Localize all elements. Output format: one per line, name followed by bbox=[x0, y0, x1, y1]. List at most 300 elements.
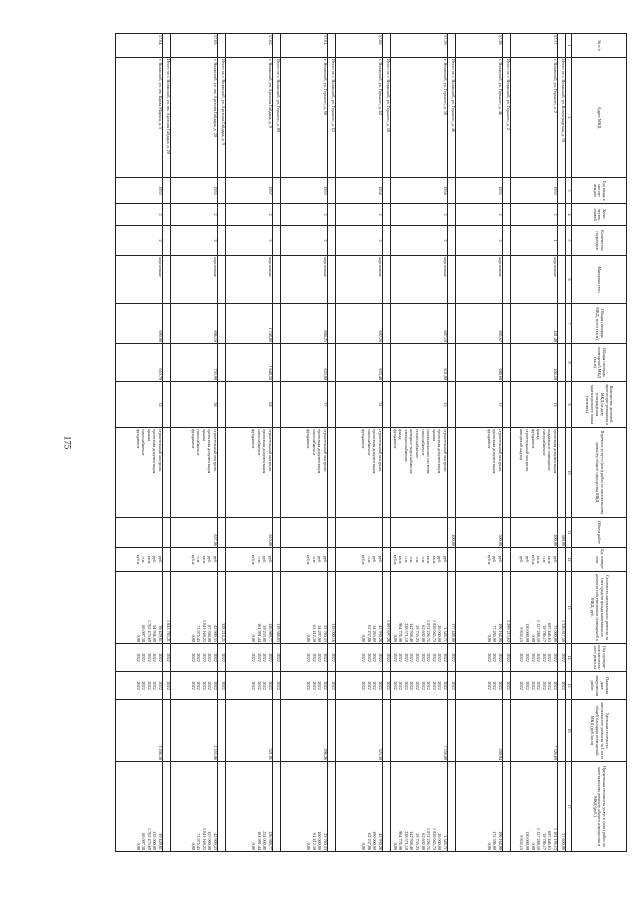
total-empty bbox=[273, 700, 281, 762]
unit-list-line: кв.м bbox=[426, 555, 432, 564]
total-area: 687,10 bbox=[391, 304, 448, 344]
work-list-line: газоснабжение bbox=[366, 429, 372, 456]
total-empty bbox=[273, 548, 281, 572]
limit-list-line: 39 786,17 bbox=[541, 833, 547, 850]
unit-cost: 550,04 bbox=[456, 700, 503, 762]
limit-list-line: 135 000,00 bbox=[152, 831, 158, 850]
total-date: 2022 bbox=[328, 672, 336, 700]
limit-list-line: 1 762 475,69 bbox=[146, 828, 152, 850]
residents: 33 bbox=[391, 382, 448, 428]
cost-list-line: 126 989,77 bbox=[268, 623, 274, 642]
unit-list-line: руб. bbox=[268, 555, 274, 564]
row-number: 57.61. bbox=[281, 34, 328, 58]
commission-year: 1953 bbox=[171, 178, 218, 204]
limit-list-line: 224 000,00 bbox=[262, 831, 268, 850]
cost-list-line: 87 394,00 bbox=[207, 625, 213, 642]
column-header: Количество подъездов bbox=[572, 226, 627, 256]
premises-area: 404,50 bbox=[511, 344, 558, 382]
date-list-line: 2022 bbox=[262, 681, 268, 690]
cost-list-line: 228 571,19 bbox=[403, 623, 409, 642]
premises-area: 623,00 bbox=[281, 344, 328, 382]
floors: 2 bbox=[171, 204, 218, 226]
unit-cost: 323,38 bbox=[336, 700, 383, 762]
premises-area: 732,90 bbox=[171, 344, 218, 382]
work-list-line: проектная документация bbox=[152, 429, 158, 474]
unit-list-line: п.м bbox=[366, 556, 372, 563]
date-list-line: 2022 bbox=[268, 681, 274, 690]
total-row bbox=[273, 34, 281, 852]
work-list-line: газоснабжение bbox=[256, 429, 262, 456]
total-empty bbox=[328, 256, 336, 304]
date-list bbox=[281, 672, 328, 700]
total-row bbox=[163, 34, 171, 852]
floors: 2 bbox=[281, 204, 328, 226]
work-list-line: фундамент bbox=[530, 429, 536, 449]
unit-list-line: п.м bbox=[311, 556, 317, 563]
year-list-line: 2022 bbox=[366, 653, 372, 662]
date-list-line: 2022 bbox=[213, 681, 219, 690]
year-list-line: 2022 bbox=[146, 653, 152, 662]
total-area: 806,10 bbox=[171, 304, 218, 344]
limit-list-line: 126 989,77 bbox=[268, 831, 274, 850]
total-empty bbox=[503, 344, 511, 382]
entrances: 1 bbox=[511, 226, 558, 256]
work-list bbox=[281, 428, 328, 518]
total-empty bbox=[273, 428, 281, 518]
total-empty bbox=[273, 256, 281, 304]
unit-list-line: руб. bbox=[323, 555, 329, 564]
limit-list bbox=[171, 762, 218, 852]
cost-list-line: 0,00 bbox=[361, 634, 367, 642]
residents: 36 bbox=[171, 382, 218, 428]
unit-list-line: руб. bbox=[492, 555, 498, 564]
year-list-line: 2022 bbox=[190, 653, 196, 662]
date-list-line: 2022 bbox=[372, 681, 378, 690]
limit-list bbox=[226, 762, 273, 852]
total-empty bbox=[558, 204, 566, 226]
year-list-line: 2022 bbox=[426, 653, 432, 662]
total-area: 441,40 bbox=[511, 304, 558, 344]
year-list-line: 2022 bbox=[152, 653, 158, 662]
year-list bbox=[226, 644, 273, 672]
column-number: 4 bbox=[566, 204, 572, 226]
column-header: Год ввода в эксплу-атацию bbox=[572, 178, 627, 204]
year-list-line: 2022 bbox=[486, 653, 492, 662]
unit-list bbox=[391, 548, 448, 572]
total-empty bbox=[218, 428, 226, 518]
date-list-line: 2022 bbox=[426, 681, 432, 690]
work-list bbox=[336, 428, 383, 518]
column-header: Объем работ bbox=[572, 518, 627, 548]
total-empty bbox=[558, 428, 566, 518]
work-volume bbox=[116, 518, 163, 548]
cost-list-line: 0,00 bbox=[135, 634, 141, 642]
date-list bbox=[226, 672, 273, 700]
limit-list-line: 26 000,00 bbox=[437, 833, 443, 850]
total-empty bbox=[163, 256, 171, 304]
date-list-line: 2022 bbox=[492, 681, 498, 690]
year-list bbox=[116, 644, 163, 672]
cost-list bbox=[226, 572, 273, 644]
year-list-line: 2022 bbox=[536, 653, 542, 662]
date-list-line: 2022 bbox=[141, 681, 147, 690]
unit-list-line: кв.м bbox=[431, 555, 437, 564]
total-volume bbox=[218, 518, 226, 548]
column-header: Общая площадь помещений МКД (кв.м) bbox=[572, 344, 627, 382]
unit-cost: 7 559,00 bbox=[391, 700, 448, 762]
unit-list-line: п.м bbox=[541, 556, 547, 563]
work-list-line: строительный контроль bbox=[443, 429, 448, 472]
floors: 2 bbox=[456, 204, 503, 226]
wall-material: кирпичные bbox=[281, 256, 328, 304]
house-address: г. Волжский, ул. Горького, д. 80 bbox=[281, 58, 328, 178]
year-list-line: 2022 bbox=[525, 653, 531, 662]
work-list bbox=[511, 428, 558, 518]
cost-list-line: 1 345,71 bbox=[443, 627, 448, 642]
work-volume: 500,00 bbox=[456, 518, 503, 548]
date-list-line: 2022 bbox=[196, 681, 202, 690]
unit-list-line: кв.м bbox=[146, 555, 152, 564]
total-limit bbox=[328, 762, 336, 852]
work-list-line: теплоснабжение bbox=[415, 429, 421, 459]
column-number: 11 bbox=[566, 518, 572, 548]
limit-list bbox=[336, 762, 383, 852]
limit-list bbox=[456, 762, 503, 852]
total-area: 690,90 bbox=[116, 304, 163, 344]
limit-list-line: 71 975,45 bbox=[196, 833, 202, 850]
cost-list-line: 61 412,50 bbox=[311, 625, 317, 642]
unit-cost: 321,91 bbox=[226, 700, 273, 762]
total-empty bbox=[558, 548, 566, 572]
year-list-line: 2022 bbox=[306, 653, 312, 662]
limit-list-line: 1 641 168,23 bbox=[201, 828, 207, 850]
total-volume bbox=[163, 518, 171, 548]
total-empty bbox=[383, 548, 391, 572]
work-list-line: строительный контроль bbox=[525, 429, 531, 472]
cost-list-line: 45 930,28 bbox=[378, 625, 384, 642]
cost-list-line: 60 007,38 bbox=[141, 625, 147, 642]
column-number: 14 bbox=[566, 644, 572, 672]
column-number-row bbox=[566, 34, 572, 852]
total-empty bbox=[273, 304, 281, 344]
limit-list-line: 157 000,00 bbox=[207, 831, 213, 850]
work-list bbox=[456, 428, 503, 518]
total-empty bbox=[218, 204, 226, 226]
work-list-line: строительный контроль bbox=[158, 429, 164, 472]
limit-list-line: 161 991,44 bbox=[256, 831, 262, 850]
limit-list-line: 228 571,19 bbox=[403, 831, 409, 850]
house-row bbox=[226, 34, 273, 852]
total-empty bbox=[383, 226, 391, 256]
row-number: 57.62. bbox=[226, 34, 273, 58]
unit-list-line: руб. bbox=[207, 555, 213, 564]
work-list-line: авторский надзор bbox=[519, 429, 525, 461]
house-row bbox=[336, 34, 383, 852]
total-empty bbox=[218, 700, 226, 762]
total-empty bbox=[328, 548, 336, 572]
total-empty bbox=[383, 204, 391, 226]
total-row bbox=[218, 34, 226, 852]
total-row bbox=[448, 34, 456, 852]
date-list-line: 2022 bbox=[361, 681, 367, 690]
limit-list-line: 130 000,00 bbox=[525, 831, 531, 850]
total-empty bbox=[273, 178, 281, 204]
unit-list-line: п.м bbox=[196, 556, 202, 563]
total-empty bbox=[448, 178, 456, 204]
total-empty bbox=[163, 34, 171, 58]
column-header: Год проведе-ния капиталь-ного ремонта bbox=[572, 644, 627, 672]
total-empty bbox=[218, 382, 226, 428]
total-empty bbox=[273, 226, 281, 256]
year-list-line: 2022 bbox=[311, 653, 317, 662]
cost-list-line: 0,00 bbox=[251, 634, 257, 642]
work-list-line: фундамент bbox=[190, 429, 196, 449]
cost-list-line: 75 000,00 bbox=[553, 625, 558, 642]
cost-list-line: 161 991,44 bbox=[256, 623, 262, 642]
total-area: 684,23 bbox=[281, 304, 328, 344]
premises-area: 680,68 bbox=[456, 344, 503, 382]
row-number: 57.59. bbox=[391, 34, 448, 58]
total-volume bbox=[328, 518, 336, 548]
column-number: 7 bbox=[566, 304, 572, 344]
work-list-line: строительный контроль bbox=[498, 429, 503, 472]
year-list-line: 2022 bbox=[251, 653, 257, 662]
limit-list-line: 0,00 bbox=[361, 842, 367, 850]
total-empty bbox=[503, 256, 511, 304]
year-list-line: 2022 bbox=[398, 653, 404, 662]
total-empty bbox=[218, 548, 226, 572]
year-list-line: 2022 bbox=[437, 653, 443, 662]
year-list-line: 2022 bbox=[256, 653, 262, 662]
total-empty bbox=[383, 304, 391, 344]
unit-list-line: п.м bbox=[420, 556, 426, 563]
unit-list-line: руб. bbox=[443, 555, 448, 564]
limit-list-line: 0,00 bbox=[135, 842, 141, 850]
total-empty bbox=[218, 256, 226, 304]
unit-list-line: руб. bbox=[378, 555, 384, 564]
total-empty bbox=[558, 226, 566, 256]
unit-list bbox=[226, 548, 273, 572]
date-list-line: 2022 bbox=[251, 681, 257, 690]
date-list-line: 2022 bbox=[486, 681, 492, 690]
cost-list bbox=[281, 572, 328, 644]
limit-list-line: 60 007,38 bbox=[141, 833, 147, 850]
total-empty bbox=[163, 548, 171, 572]
work-list-line: газоснабжение bbox=[196, 429, 202, 456]
repair-plan-table bbox=[115, 33, 627, 852]
limit-list-line: 100 164,00 bbox=[498, 831, 503, 850]
year-list-line: 2022 bbox=[213, 653, 219, 662]
unit-list bbox=[511, 548, 558, 572]
date-list bbox=[391, 672, 448, 700]
total-empty bbox=[273, 34, 281, 58]
unit-list-line: куб.м bbox=[135, 554, 141, 565]
total-cost: 328 214,21 bbox=[218, 572, 226, 644]
total-limit: 57 600,00 bbox=[558, 762, 566, 852]
year-list bbox=[511, 644, 558, 672]
row-number: 57.58. bbox=[456, 34, 503, 58]
year-list bbox=[456, 644, 503, 672]
date-list-line: 2022 bbox=[420, 681, 426, 690]
unit-list bbox=[456, 548, 503, 572]
entrances: 2 bbox=[336, 226, 383, 256]
cost-list bbox=[171, 572, 218, 644]
column-number: 2 bbox=[566, 58, 572, 178]
total-empty bbox=[328, 700, 336, 762]
total-label: Итого по г. Волжский, ул. им. Арсения Гайдара, д. 20 bbox=[163, 58, 171, 178]
floors: 2 bbox=[116, 204, 163, 226]
cost-list-line: 607 446,63 bbox=[547, 623, 553, 642]
date-list-line: 2022 bbox=[152, 681, 158, 690]
column-header: Плановая дата завершения работ bbox=[572, 672, 627, 700]
year-list-line: 2022 bbox=[541, 653, 547, 662]
year-list bbox=[391, 644, 448, 672]
cost-list-line: 1 059 045,75 bbox=[431, 620, 437, 642]
work-list-line: крыша bbox=[201, 429, 207, 442]
unit-list-line: куб.м bbox=[306, 554, 312, 565]
limit-list bbox=[281, 762, 328, 852]
total-empty bbox=[448, 304, 456, 344]
date-list-line: 2022 bbox=[201, 681, 207, 690]
total-empty bbox=[218, 34, 226, 58]
cost-list-line: 964 776,98 bbox=[398, 623, 404, 642]
column-number: 3 bbox=[566, 178, 572, 204]
column-number: 1 bbox=[566, 34, 572, 58]
total-row bbox=[503, 34, 511, 852]
total-cost: 3 299 213,62 bbox=[503, 572, 511, 644]
total-label: Итого по г. Волжский, ул. Горького, д. 2 bbox=[503, 58, 511, 178]
work-list-line: строительный контроль bbox=[378, 429, 384, 472]
wall-material: кирпичные bbox=[456, 256, 503, 304]
column-header: Стоимость капитального ремонта за счет средств фонда капитального ремонта собственников помещений в МКД, руб. bbox=[572, 572, 627, 644]
work-volume: 657,00 bbox=[171, 518, 218, 548]
work-list-line: проектная документация bbox=[317, 429, 323, 474]
unit-list-line: п.м bbox=[403, 556, 409, 563]
total-empty bbox=[448, 700, 456, 762]
house-address: г. Волжский, ул. им. Карла Маркса, д. 5 bbox=[116, 58, 163, 178]
total-cost: 1 007 697,28 bbox=[383, 572, 391, 644]
total-empty bbox=[558, 382, 566, 428]
commission-year: 1953 bbox=[116, 178, 163, 204]
total-date: 2022 bbox=[558, 672, 566, 700]
total-empty bbox=[558, 344, 566, 382]
limit-list-line: 0,00 bbox=[251, 842, 257, 850]
total-empty bbox=[328, 382, 336, 428]
total-empty bbox=[558, 178, 566, 204]
column-header: Материал стен bbox=[572, 256, 627, 304]
limit-list-line: 0,00 bbox=[486, 842, 492, 850]
row-number: 57.60. bbox=[336, 34, 383, 58]
total-label: Итого по г. Волжский, ул. Горького, д. 62 bbox=[328, 58, 336, 178]
cost-list-line: 34 263,00 bbox=[372, 625, 378, 642]
unit-list-line: кв.м bbox=[547, 555, 553, 564]
column-header: Ед. измере-ния bbox=[572, 548, 627, 572]
total-empty bbox=[448, 256, 456, 304]
cost-list-line: 34 297,00 bbox=[317, 625, 323, 642]
floors: 2 bbox=[226, 204, 273, 226]
limit-list-line: 0,00 bbox=[530, 842, 536, 850]
cost-list-line: 0,00 bbox=[306, 634, 312, 642]
entrances: 2 bbox=[116, 226, 163, 256]
total-empty bbox=[218, 304, 226, 344]
total-label: Итого по г. Волжский, ул. Горького, д. 46 bbox=[448, 58, 456, 178]
cost-list-line: 59 735,23 bbox=[415, 625, 421, 642]
limit-list-line: 1 137 288,50 bbox=[536, 828, 542, 850]
date-list-line: 2022 bbox=[366, 681, 372, 690]
cost-list-line: 62 602,00 bbox=[420, 625, 426, 642]
unit-list-line: руб. bbox=[213, 555, 219, 564]
year-list-line: 2022 bbox=[141, 653, 147, 662]
commission-year: 1953 bbox=[456, 178, 503, 204]
total-year: 2022 bbox=[558, 644, 566, 672]
limit-list-line: 9 832,15 bbox=[519, 835, 525, 850]
column-header: Количество жителей, зарегистри-рованных в МКД на дату утверждения краткосрочного плана (человек) bbox=[572, 382, 627, 428]
house-row bbox=[171, 34, 218, 852]
total-area: 805,67 bbox=[456, 304, 503, 344]
column-header: Адрес МКД bbox=[572, 58, 627, 178]
work-list-line: строительный контроль bbox=[213, 429, 219, 472]
total-empty bbox=[558, 256, 566, 304]
limit-list-line: 100 000,00 bbox=[372, 831, 378, 850]
floors: 2 bbox=[336, 204, 383, 226]
house-address: г. Волжский, ул. Горького, д. 46 bbox=[456, 58, 503, 178]
total-label: Итого по г. Волжский, ул. Арсения Гайдара, д. 9 bbox=[218, 58, 226, 178]
date-list bbox=[336, 672, 383, 700]
total-volume bbox=[503, 518, 511, 548]
column-header: Предельная стоимость услуг и (или) работ по капитальному ремонту общего имущества в МКД (руб.) bbox=[572, 762, 627, 852]
total-date: 2022 bbox=[218, 672, 226, 700]
total-year: 2022 bbox=[273, 644, 281, 672]
unit-list-line: руб. bbox=[262, 555, 268, 564]
date-list-line: 2022 bbox=[306, 681, 312, 690]
date-list-line: 2022 bbox=[530, 681, 536, 690]
residents: 37 bbox=[281, 382, 328, 428]
total-limit bbox=[383, 762, 391, 852]
date-list bbox=[511, 672, 558, 700]
total-empty bbox=[163, 226, 171, 256]
total-empty bbox=[503, 178, 511, 204]
total-empty bbox=[558, 304, 566, 344]
wall-material: кирпичные bbox=[226, 256, 273, 304]
date-list-line: 2022 bbox=[392, 681, 398, 690]
year-list bbox=[281, 644, 328, 672]
commission-year: 1954 bbox=[391, 178, 448, 204]
date-list bbox=[456, 672, 503, 700]
year-list-line: 2022 bbox=[492, 653, 498, 662]
work-list-line: проектная документация bbox=[437, 429, 443, 474]
floors: 2 bbox=[511, 204, 558, 226]
entrances: 3 bbox=[226, 226, 273, 256]
total-year: 2022 bbox=[503, 644, 511, 672]
total-empty bbox=[503, 34, 511, 58]
limit-list bbox=[391, 762, 448, 852]
year-list-line: 2022 bbox=[443, 653, 448, 662]
cost-list-line: 23 760,33 bbox=[323, 625, 329, 642]
cost-list-line: 0,00 bbox=[530, 634, 536, 642]
total-empty bbox=[328, 34, 336, 58]
total-cost: 119 388,83 bbox=[273, 572, 281, 644]
year-list-line: 2022 bbox=[498, 653, 503, 662]
work-list-line: газоснабжение bbox=[420, 429, 426, 456]
total-year: 2022 bbox=[383, 644, 391, 672]
work-volume bbox=[336, 518, 383, 548]
unit-list-line: куб.м bbox=[392, 554, 398, 565]
year-list-line: 2022 bbox=[530, 653, 536, 662]
work-list-line: сантехнические системы bbox=[426, 429, 432, 474]
limit-list-line: 62 237,88 bbox=[366, 833, 372, 850]
limit-list-line: 23 760,33 bbox=[323, 833, 329, 850]
house-address: г. Волжский, ул. Горького, д. 58 bbox=[391, 58, 448, 178]
